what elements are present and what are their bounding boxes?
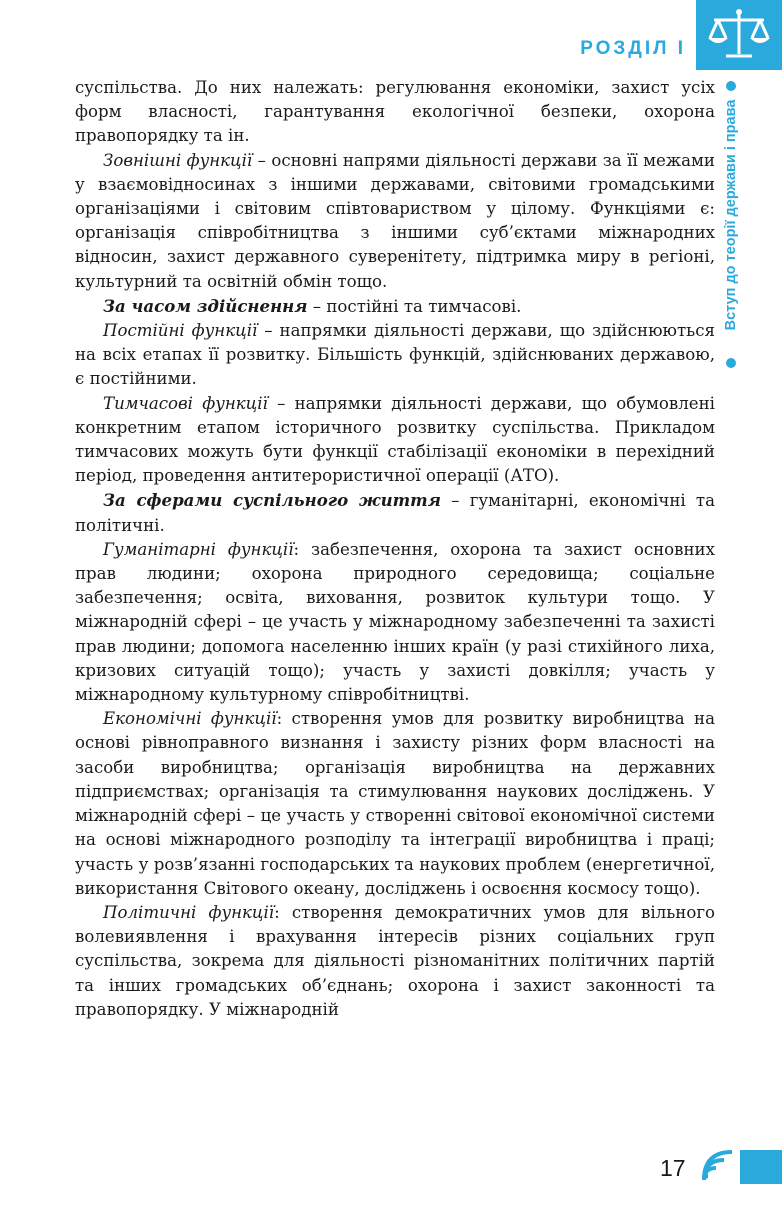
caption-dot-top bbox=[726, 81, 736, 91]
classification-heading: За сферами суспільного життя bbox=[103, 490, 441, 511]
side-caption: Вступ до теорії держави і права bbox=[723, 99, 739, 331]
corner-tab bbox=[696, 0, 782, 70]
paragraph: Постійні функції – напрямки діяльності держави, що здійснюються на всіх етапах її розвитку. Більшість функцій, здійснюваних державою, є постійними. bbox=[75, 321, 715, 389]
term: Гуманітарні функції bbox=[103, 539, 294, 559]
page-number: 17 bbox=[660, 1155, 686, 1181]
paragraph: Тимчасові функції – напрямки діяльності держави, що обумовлені конкретним етапом історичного розвитку суспільства. Прикладом тимчасових можуть бути функції стабілізації економіки в перехідний період, проведення антитерористичної операції (АТО). bbox=[75, 393, 715, 486]
footer-bar bbox=[740, 1150, 782, 1184]
paragraph: Зовнішні функції – основні напрями діяльності держави за її межами у взаємовідносинах з іншими державами, світовими громадськими організаціями і світовим співтовариством у цілому. Функціями є: організація співробітництва з іншими суб’єктами міжнародних відносин, захист державного суверенітету, підтримка миру в регіоні, культурний та освітній обмін тощо. bbox=[75, 150, 715, 291]
term: Політичні функції bbox=[103, 902, 275, 922]
paragraph: Політичні функції: створення демократичних умов для вільного волевиявлення і врахування інтересів різних соціальних груп суспільства, зокрема для діяльності різноманітних політичних партій та інших громадських об’єднань; охорона і захист законності та правопорядку. У міжнародній bbox=[75, 902, 715, 1019]
paragraph: суспільства. До них належать: регулювання економіки, захист усіх форм власності, гарантування екологічної безпеки, охорона правопорядку та ін. bbox=[75, 78, 715, 146]
body-text bbox=[75, 76, 715, 1022]
term: Зовнішні функції bbox=[103, 150, 253, 170]
term: Постійні функції bbox=[103, 321, 258, 341]
paragraph: Гуманітарні функції: забезпечення, охорона та захист основних прав людини; охорона природного середовища; соціальне забезпечення; освіта, виховання, розвиток культури тощо. У міжнародній сфері – це участь у міжнародному забезпеченні та захисті прав людини; допомога населенню інших країн (у разі стихійного лиха, кризових ситуацій тощо); участь у захисті довкілля; участь у міжнародному культурному співробітництві. bbox=[75, 539, 715, 705]
classification-heading: За часом здійснення bbox=[103, 295, 308, 316]
caption-dot-bottom bbox=[726, 358, 736, 368]
term: Економічні функції bbox=[103, 709, 277, 729]
paragraph: Економічні функції: створення умов для розвитку виробництва на основі рівноправного визнання і захисту різних форм власності на засоби виробництва; організація виробництва на державних підприємствах; організація та стимулювання наукових досліджень. У міжнародній сфері – це участь у створенні світової економічної системи на основі міжнародного розподілу та інтеграції виробництва і праці; участь у розв’язанні господарських та наукових проблем (енергетичної, використання Світового океану, досліджень і освоєння космосу тощо). bbox=[75, 709, 715, 898]
wifi-waves-icon bbox=[700, 1150, 742, 1184]
paragraph: За часом здійснення – постійні та тимчасові. bbox=[103, 295, 522, 316]
term: Тимчасові функції bbox=[103, 393, 268, 413]
scales-icon bbox=[704, 6, 774, 64]
paragraph: За сферами суспільного життя – гуманітарні, економічні та політичні. bbox=[75, 490, 715, 535]
section-label: РОЗДІЛ І bbox=[580, 38, 686, 59]
